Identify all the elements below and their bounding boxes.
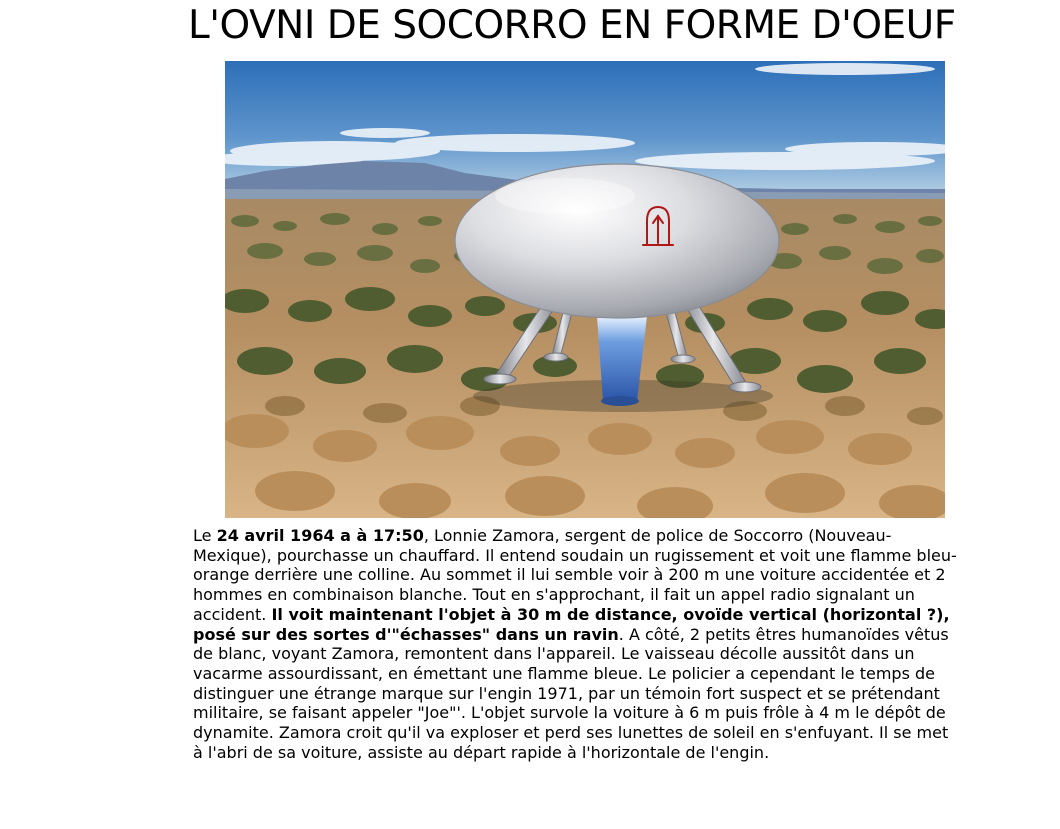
article-text-2: , Lonnie Zamora, sergent de police de Soccorro (Nouveau-Mexique), pourchasse un chauffard. Il entend soudain un rugissement et voit une flamme bleu-orange derrière une colline. Au sommet il lui semble voir à 200 m une voiture accidentée et 2 hommes en combinaison blanche. Tout en s'approchant, il fait un appel radio signalant un accident. bbox=[193, 526, 957, 624]
article-paragraph bbox=[193, 526, 963, 762]
ufo-illustration bbox=[225, 61, 945, 518]
ufo-egg-illustration bbox=[225, 61, 945, 518]
article-highlight-bold: Il voit maintenant l'objet à 30 m de distance, ovoïde vertical (horizontal ?), posé sur des sortes d'"échasses" dans un ravin bbox=[193, 604, 950, 644]
page-title: L'OVNI DE SOCORRO EN FORME D'OEUF bbox=[188, 3, 956, 48]
article-text-1: Le bbox=[193, 526, 217, 545]
article-text-3: . A côté, 2 petits êtres humanoïdes vêtus de blanc, voyant Zamora, remontent dans l'appareil. Le vaisseau décolle aussitôt dans un vacarme assourdissant, en émettant une flamme bleue. Le policier a cependant le temps de distinguer une étrange marque sur l'engin 1971, par un témoin fort suspect et se prétendant militaire, se faisant appeler "Joe"'. L'objet survole la voiture à 6 m puis frôle à 4 m le dépôt de dynamite. Zamora croit qu'il va exploser et perd ses lunettes de soleil en s'enfuyant. Il se met à l'abri de sa voiture, assiste au départ rapide à l'horizontale de l'engin. bbox=[193, 624, 949, 762]
article-date-bold: 24 avril 1964 a à 17:50 bbox=[216, 526, 424, 545]
